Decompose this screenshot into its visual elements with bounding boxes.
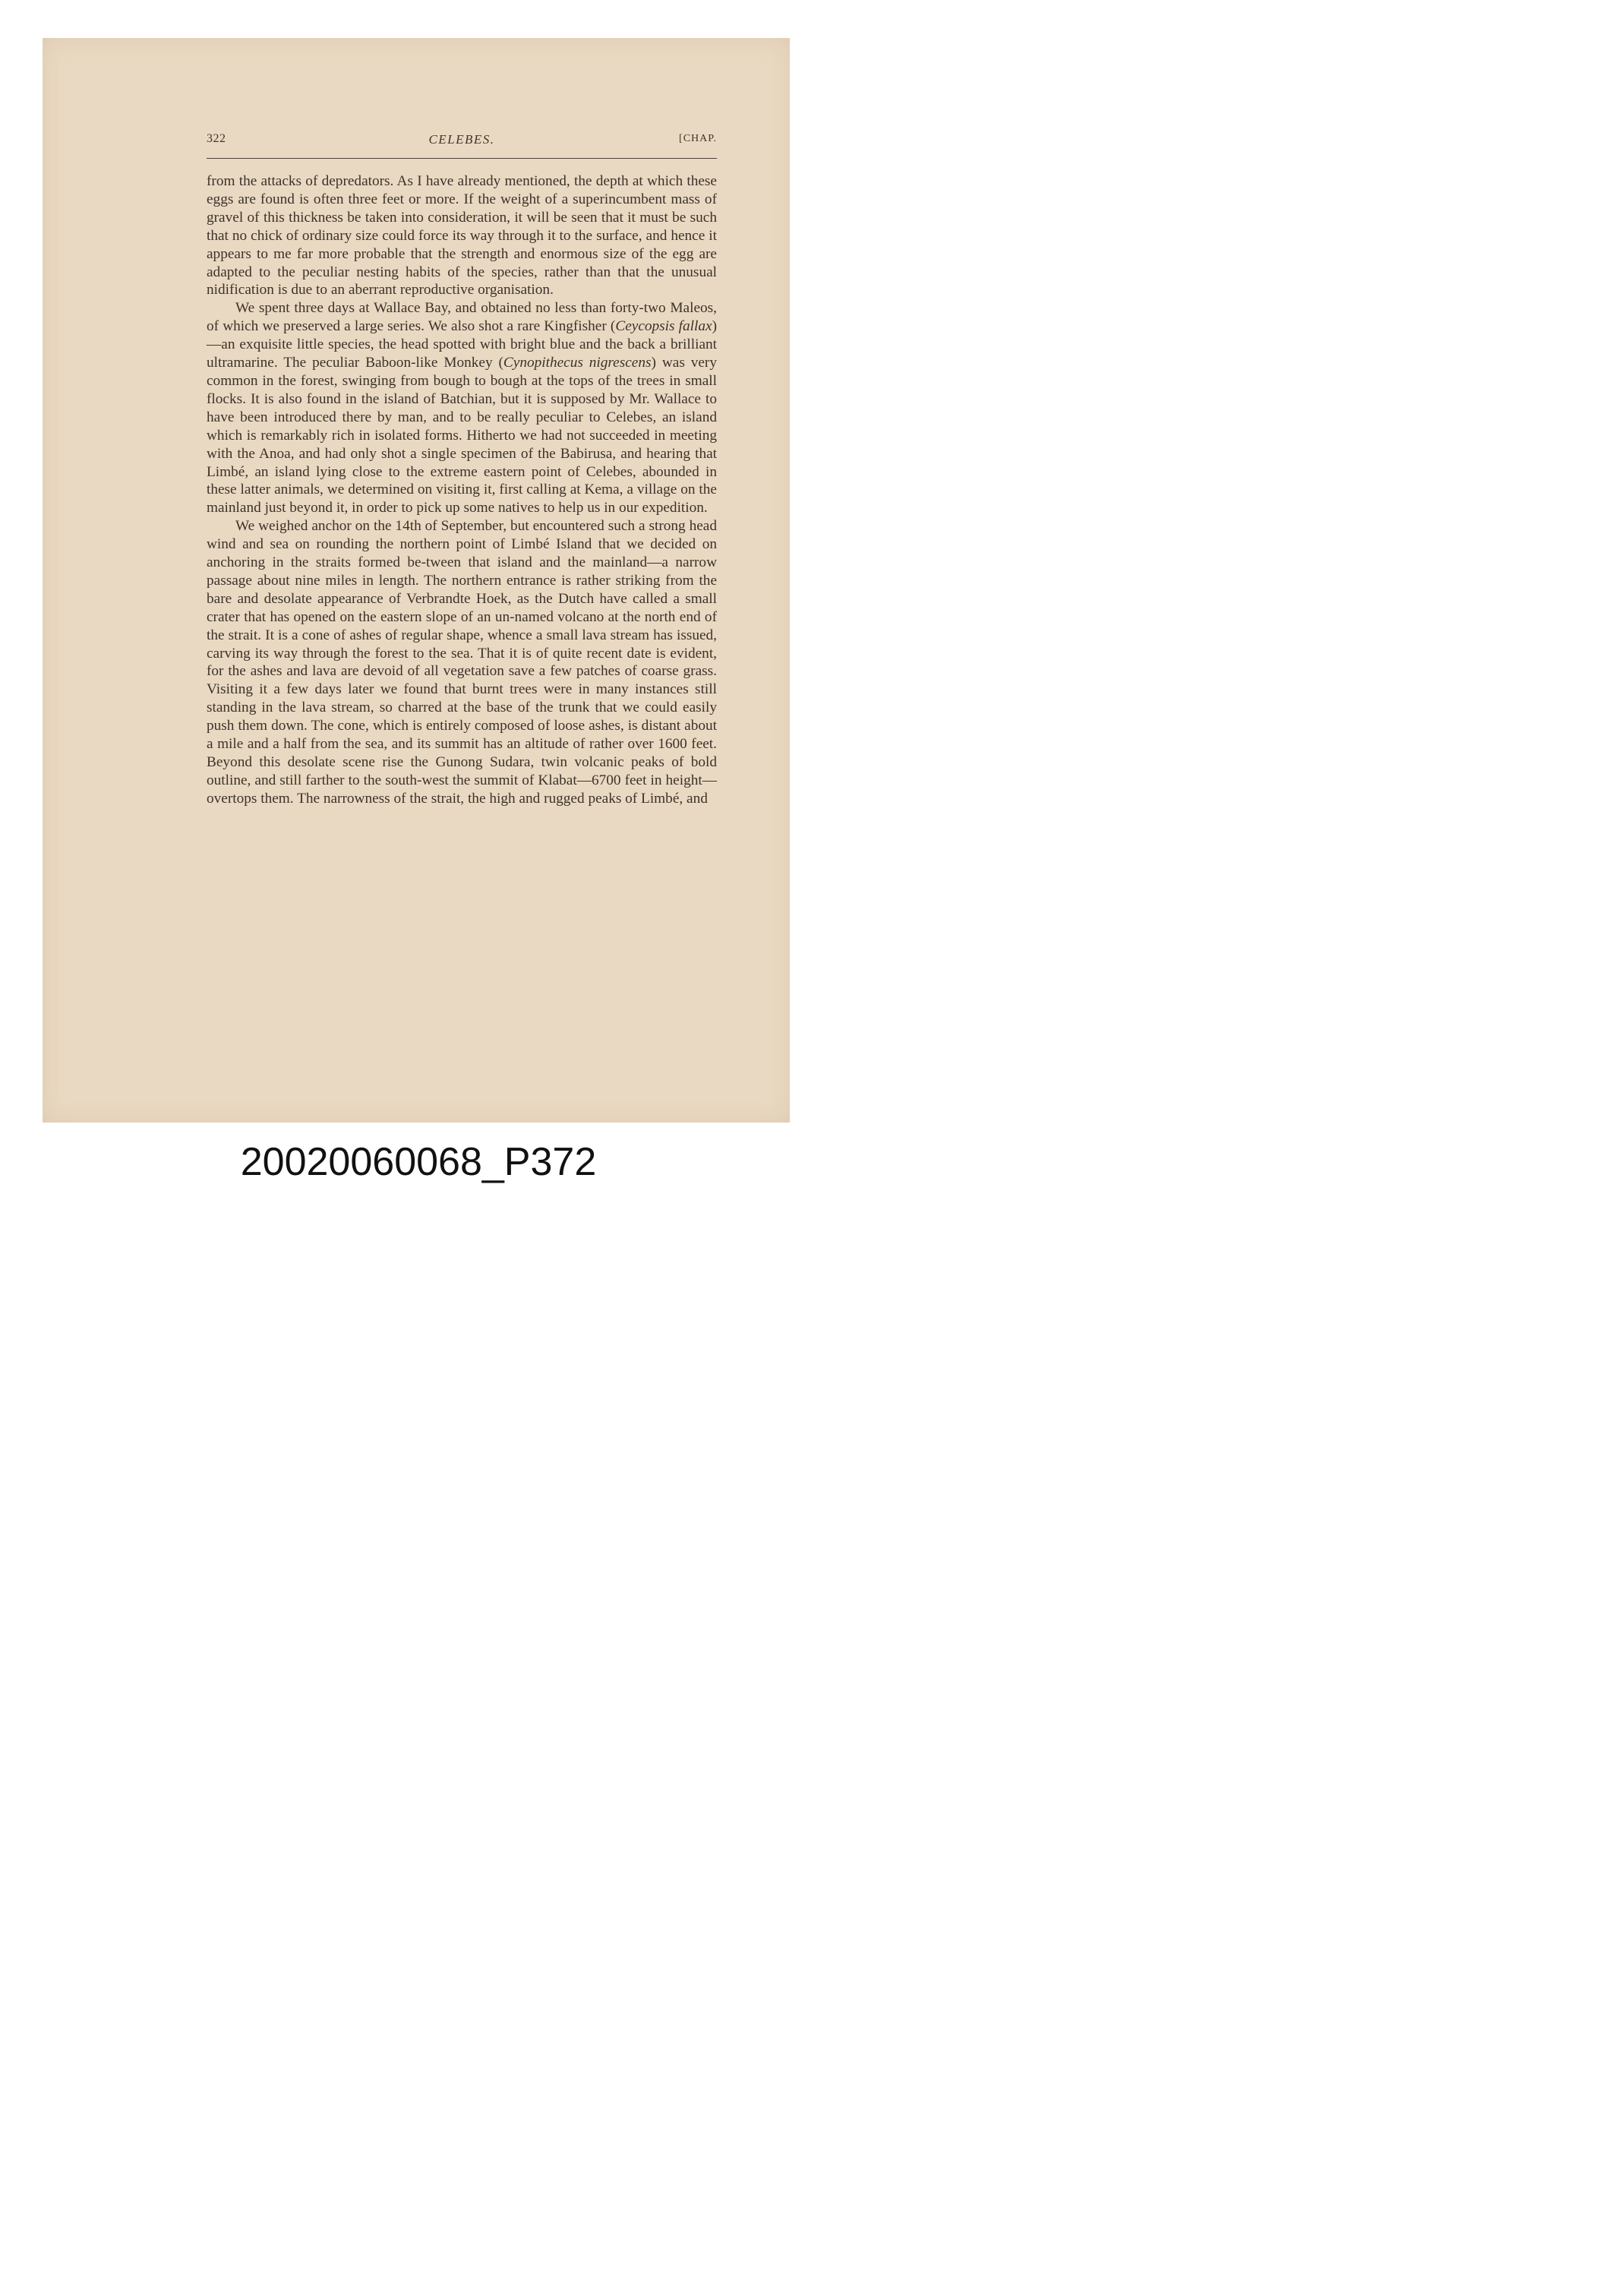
header-rule bbox=[207, 158, 717, 159]
paragraph-text: )—an exquisite little species, the head spotted with bright blue and the back a brilliant ultramarine. The peculiar Baboon-like Monkey ( bbox=[207, 318, 717, 371]
body-text bbox=[207, 172, 717, 808]
paragraph-text: We spent three days at Wallace Bay, and obtained no less than forty-two Maleos, of which we preserved a large series. We also shot a rare Kingfisher ( bbox=[207, 300, 717, 335]
scan-id-label: 20020060068_P372 bbox=[240, 1140, 597, 1184]
paragraph-2 bbox=[207, 299, 717, 517]
paragraph-text: from the attacks of depredators. As I have already mentioned, the depth at which these eggs are found is often three feet or more. If the weight of a superincumbent mass of gravel of this thickness be taken into consideration, it will be seen that it must be such that no chick of ordinary size could force its way through it to the surface, and hence it appears to me far more probable that the strength and enormous size of the egg are adapted to the peculiar nesting habits of the species, rather than that the unusual nidification is due to an aberrant reproductive organisation. bbox=[207, 173, 717, 298]
species-name: Cynopithecus nigrescens bbox=[503, 355, 652, 371]
page-number: 322 bbox=[207, 132, 226, 145]
paragraph-text: ) was very common in the forest, swinging from bough to bough at the tops of the trees in small flocks. It is also found in the island of Batchian, but it is supposed by Mr. Wallace to have been introduced there by man, and to be really peculiar to Celebes, an island which is remarkably rich in isolated forms. Hitherto we had not succeeded in meeting with the Anoa, and had only shot a single specimen of the Babirusa, and hearing that Limbé, an island lying close to the extreme eastern point of Celebes, abounded in these latter animals, we determined on visiting it, first calling at Kema, a village on the mainland just beyond it, in order to pick up some natives to help us in our expedition. bbox=[207, 355, 717, 516]
running-header bbox=[207, 132, 717, 150]
paragraph-3 bbox=[207, 517, 717, 808]
species-name: Ceycopsis fallax bbox=[615, 318, 712, 335]
chapter-marker: [CHAP. bbox=[679, 133, 717, 144]
paragraph-text: We weighed anchor on the 14th of September, but encountered such a strong head wind and sea on rounding the northern point of Limbé Island that we decided on anchoring in the straits formed be-tween that island and the mainland—a narrow passage about nine miles in length. The northern entrance is rather striking from the bare and desolate appearance of Verbrandte Hoek, as the Dutch have called a small crater that has opened on the eastern slope of an un-named volcano at the north end of the strait. It is a cone of ashes of regular shape, whence a small lava stream has issued, carving its way through the forest to the sea. That it is of quite recent date is evident, for the ashes and lava are devoid of all vegetation save a few patches of coarse grass. Visiting it a few days later we found that burnt trees were in many instances still standing in the lava stream, so charred at the base of the trunk that we could easily push them down. The cone, which is entirely composed of loose ashes, is distant about a mile and a half from the sea, and its summit has an altitude of rather over 1600 feet. Beyond this desolate scene rise the Gunong Sudara, twin volcanic peaks of bold outline, and still farther to the south-west the summit of Klabat—6700 feet in height—overtops them. The narrowness of the strait, the high and rugged peaks of Limbé, and bbox=[207, 518, 717, 807]
paragraph-1 bbox=[207, 172, 717, 299]
running-title: CELEBES. bbox=[428, 132, 495, 147]
